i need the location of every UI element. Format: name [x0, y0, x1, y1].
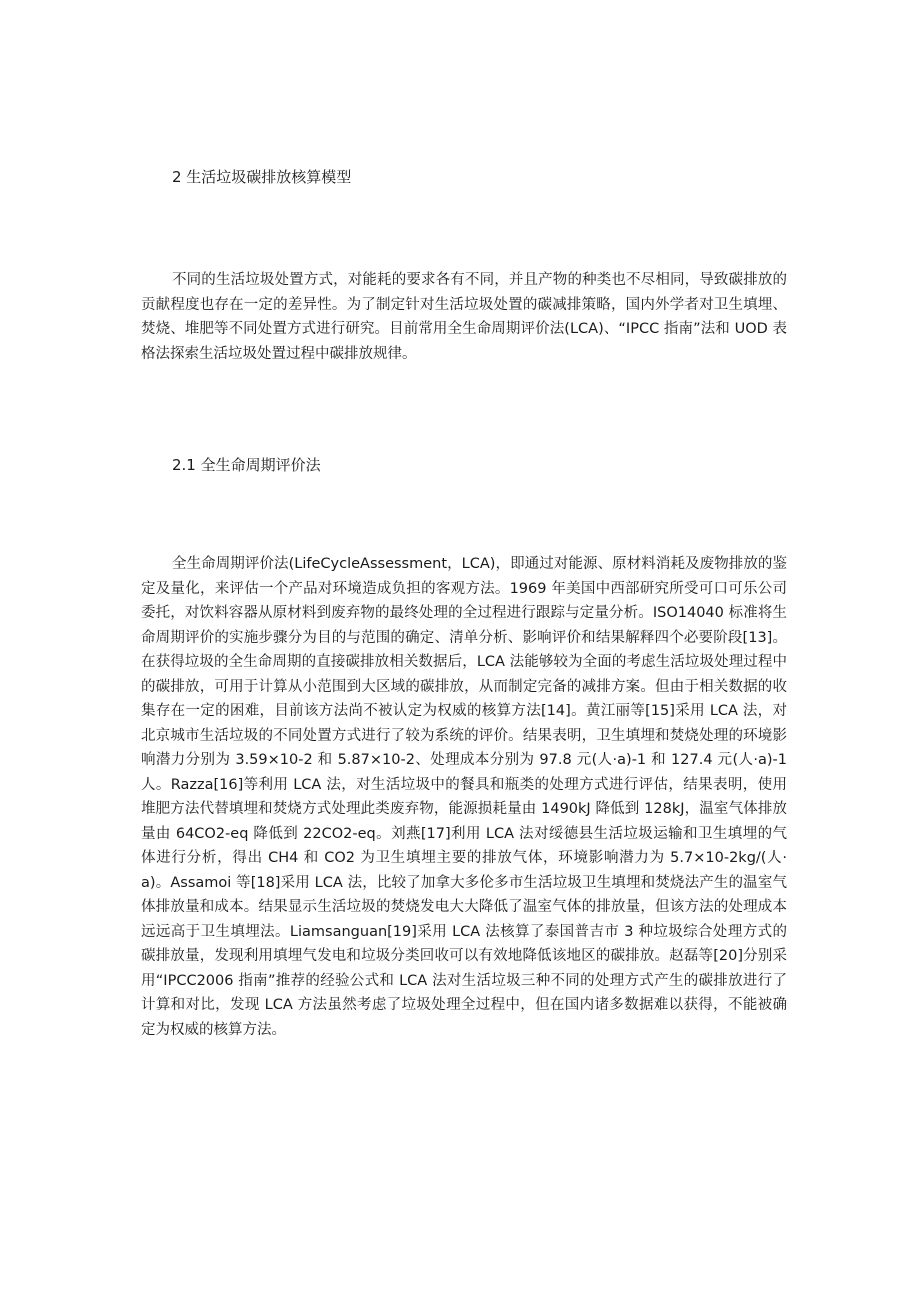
- section-2-1-paragraph: 全生命周期评价法(LifeCycleAssessment，LCA)，即通过对能源、原材料消耗及废物排放的鉴定及量化，来评估一个产品对环境造成负担的客观方法。1969 年美国中西部研究所受可口可乐公司委托，对饮料容器从原材料到废弃物的最终处理的全过程进行跟踪与定量分析。ISO14040 标准将生命周期评价的实施步骤分为目的与范围的确定、清单分析、影响评价和结果解释四个必要阶段[13]。在获得垃圾的全生命周期的直接碳排放相关数据后，LCA 法能够较为全面的考虑生活垃圾处理过程中的碳排放，可用于计算从小范围到大区域的碳排放，从而制定完备的减排方案。但由于相关数据的收集存在一定的困难，目前该方法尚不被认定为权威的核算方法[14]。黄江丽等[15]采用 LCA 法，对北京城市生活垃圾的不同处置方式进行了较为系统的评价。结果表明，卫生填埋和焚烧处理的环境影响潜力分别为 3.59×10-2 和 5.87×10-2、处理成本分别为 97.8 元(人·a)-1 和 127.4 元(人·a)-1 人。Razza[16]等利用 LCA 法，对生活垃圾中的餐具和瓶类的处理方式进行评估，结果表明，使用堆肥方法代替填埋和焚烧方式处理此类废弃物，能源损耗量由 1490kJ 降低到 128kJ，温室气体排放量由 64CO2-eq 降低到 22CO2-eq。刘燕[17]利用 LCA 法对绥德县生活垃圾运输和卫生填埋的气体进行分析，得出 CH4 和 CO2 为卫生填埋主要的排放气体，环境影响潜力为 5.7×10-2kg/(人·a)。Assamoi 等[18]采用 LCA 法，比较了加拿大多伦多市生活垃圾卫生填埋和焚烧法产生的温室气体排放量和成本。结果显示生活垃圾的焚烧发电大大降低了温室气体的排放量，但该方法的处理成本远远高于卫生填埋法。Liamsanguan[19]采用 LCA 法核算了泰国普吉市 3 种垃圾综合处理方式的碳排放量，发现利用填埋气发电和垃圾分类回收可以有效地降低该地区的碳排放。赵磊等[20]分别采用“IPCC2006 指南”推荐的经验公式和 LCA 法对生活垃圾三种不同的处理方式产生的碳排放进行了计算和对比，发现 LCA 方法虽然考虑了垃圾处理全过程中，但在国内诸多数据难以获得，不能被确定为权威的核算方法。: [141, 556, 787, 1038]
- section-heading-2-1: 2.1 全生命周期评价法: [172, 456, 321, 474]
- section-2-paragraph: 不同的生活垃圾处置方式，对能耗的要求各有不同，并且产物的种类也不尽相同，导致碳排放的贡献程度也存在一定的差异性。为了制定针对生活垃圾处置的碳减排策略，国内外学者对卫生填埋、焚烧、堆肥等不同处置方式进行研究。目前常用全生命周期评价法(LCA)、“IPCC 指南”法和 UOD 表格法探索生活垃圾处置过程中碳排放规律。: [141, 272, 787, 362]
- section-heading-2: 2 生活垃圾碳排放核算模型: [172, 168, 352, 186]
